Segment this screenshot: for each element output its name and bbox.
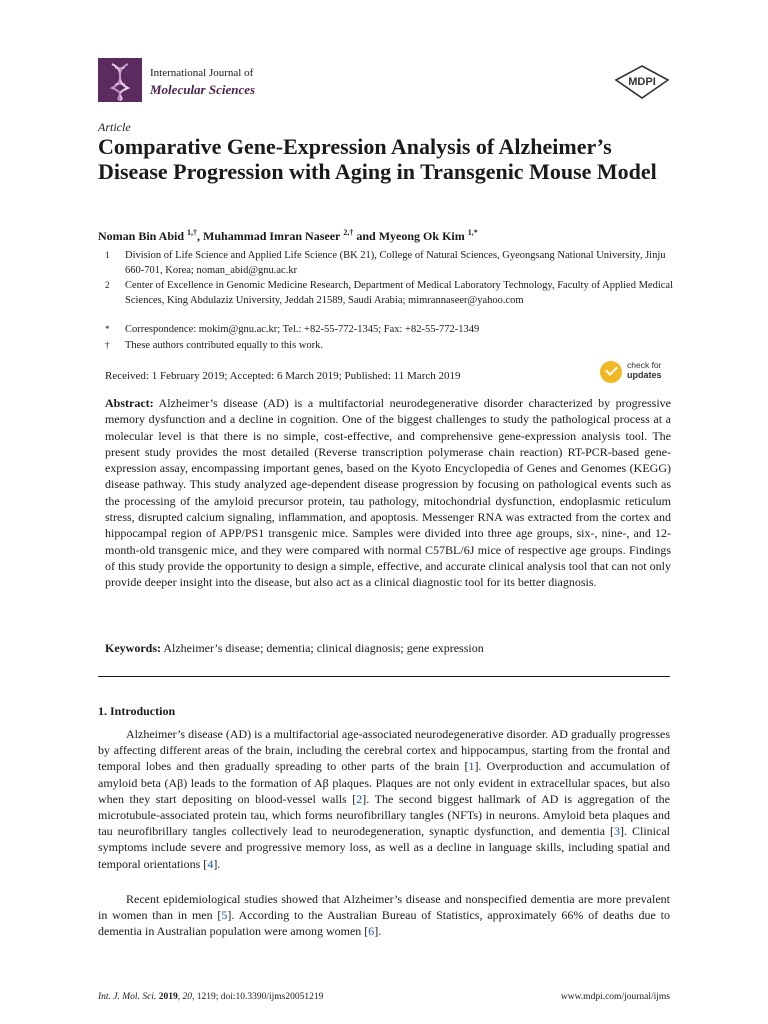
correspondence-text: Correspondence: mokim@gnu.ac.kr; Tel.: +82-55-772-1345; Fax: +82-55-772-1349 xyxy=(125,324,480,335)
footer-volume: 20 xyxy=(182,992,192,1002)
equal-contribution-text: These authors contributed equally to this work. xyxy=(125,340,323,351)
check-updates-line1: check for xyxy=(627,360,662,370)
abstract-text: Alzheimer’s disease (AD) is a multifactorial neurodegenerative disorder characterized by progressive memory dysfunction and a decline in cognition. One of the biggest challenges to study the pathological process at a molecular level is that there is no simple, cost-effective, and comprehensive gene-expression analysis tool. The present study provides the most detailed (Reverse transcription polymerase chain reaction) RT-PCR-based gene-expression assay, encompassing important genes, based on the Kyoto Encyclopedia of Genes and Genomes (KEGG) disease pathway. This study analyzed age-dependent disease progression by focusing on pathological events such as the processing of the amyloid precursor protein, tau pathology, mitochondrial dysfunction, endoplasmic reticulum stress, disrupted calcium signaling, inflammation, and apoptosis. Messenger RNA was extracted from the cortex and hippocampal region of APP/PS1 transgenic mice. Samples were divided into three age groups, six-, nine-, and 12-month-old transgenic mice, and they were compared with normal C57BL/6J mice of respective age groups. Findings of this study provide the opportunity to design a simple, effective, and accurate clinical analysis tool that can not only provide deeper insight into the disease, but also act as a clinical diagnostic tool for its better diagnosis. xyxy=(105,396,671,590)
affiliation-item xyxy=(105,278,675,322)
affiliation-mark: * xyxy=(105,324,110,334)
intro-paragraph-2: Recent epidemiological studies showed that Alzheimer’s disease and nonspecified dementia are more prevalent in women than in men [5]. According to the Australian Bureau of Statistics, approximately 66% of deaths due to dementia in Australian population were among women [6]. xyxy=(98,892,671,939)
citation-link[interactable]: 3 xyxy=(614,824,621,839)
affiliation-mark: 1 xyxy=(105,250,110,260)
affiliation-text: Center of Excellence in Genomic Medicine Research, Department of Medical Laboratory Technology, Faculty of Applied Medical Sciences, King Abdulaziz University, Jeddah 21589, Saudi Arabia; mimrannaseer@yahoo.com xyxy=(125,280,673,306)
footer-journal-url[interactable]: www.mdpi.com/journal/ijms xyxy=(560,992,670,1002)
affiliation-item xyxy=(105,248,675,278)
author-name: Muhammad Imran Naseer xyxy=(203,229,341,243)
publisher-logo-text: MDPI xyxy=(628,76,656,88)
author-name: Myeong Ok Kim xyxy=(378,229,465,243)
footer-doi: , 1219; doi:10.3390/ijms20051219 xyxy=(191,992,324,1002)
article-title: Comparative Gene-Expression Analysis of Alzheimer’s Disease Progression with Aging in Transgenic Mouse Model xyxy=(98,134,657,184)
citation-link[interactable]: 6 xyxy=(368,924,375,939)
footer-journal-abbr: Int. J. Mol. Sci. xyxy=(98,992,157,1002)
citation-link[interactable]: 5 xyxy=(221,908,228,923)
citation-link[interactable]: 4 xyxy=(207,856,214,871)
author-list: Noman Bin Abid $^{1,\dagger}$, Muhammad Imran Naseer $^{2,\dagger}$ and Myeong Ok Kim $^{1,*}$ xyxy=(98,228,478,243)
affiliation-text: Division of Life Science and Applied Life Science (BK 21), College of Natural Sciences, Gyeongsang National University, Jinju 660-701, Korea; noman_abid@gnu.ac.kr xyxy=(125,250,666,276)
author-name: Noman Bin Abid xyxy=(98,229,185,243)
equal-contribution-note xyxy=(105,338,675,354)
journal-name-line1: International Journal of xyxy=(150,67,254,79)
author-affiliation-mark: 1,* xyxy=(467,228,478,237)
affiliation-mark: † xyxy=(105,340,110,350)
citation-link[interactable]: 1 xyxy=(468,759,475,774)
mdpi-logo-icon xyxy=(614,64,670,100)
journal-name-line2: Molecular Sciences xyxy=(150,82,256,97)
section-heading-introduction: 1. Introduction xyxy=(98,704,176,718)
citation-link[interactable]: 2 xyxy=(356,791,363,806)
check-updates-line2: updates xyxy=(627,370,662,380)
intro-paragraph-1: Alzheimer’s disease (AD) is a multifactorial age-associated neurodegenerative disorder. AD gradually progresses by affecting different areas of the brain, including the cerebral cortex and hippocampus, starting from the frontal and temporal lobes and then gradually spreading to other parts of the brain [1]. Overproduction and accumulation of amyloid beta (Aβ) leads to the formation of Aβ plaques. Plaques are not only evident in extracellular spaces, but also when they start depositing on blood-vessel walls [2]. The second biggest hallmark of AD is aggregation of the microtubule-associated protein tau, which forms neurofibrillary tangles (NFTs) in neurons. Amyloid beta plaques and tau neurofibrillary tangles collectively lead to neurodegeneration, synaptic dysfunction, and dementia [3]. Clinical symptoms include severe and progressive memory loss, as well as a decline in language skills, including spatial and temporal orientations [4]. xyxy=(98,727,671,871)
keywords-label: Keywords: xyxy=(105,641,161,655)
author-affiliation-mark: 2,† xyxy=(343,228,354,237)
abstract xyxy=(105,395,671,591)
section-divider xyxy=(98,676,670,677)
footer-citation: Int. J. Mol. Sci. 2019, 20, 1219; doi:10.3390/ijms20051219 xyxy=(98,992,324,1002)
footer-year: 2019 xyxy=(158,992,178,1002)
publication-dates: Received: 1 February 2019; Accepted: 6 March 2019; Published: 11 March 2019 xyxy=(105,370,461,382)
article-type: Article xyxy=(98,120,131,134)
keywords-text: Alzheimer’s disease; dementia; clinical diagnosis; gene expression xyxy=(163,641,484,655)
checkmark-icon xyxy=(600,361,622,383)
keywords xyxy=(105,641,671,656)
abstract-label: Abstract: xyxy=(105,396,154,410)
journal-logo-icon xyxy=(98,58,142,102)
check-for-updates-button[interactable] xyxy=(600,360,680,386)
correspondence-item xyxy=(105,322,675,338)
affiliation-mark: 2 xyxy=(105,280,110,290)
author-affiliation-mark: 1,† xyxy=(187,228,198,237)
